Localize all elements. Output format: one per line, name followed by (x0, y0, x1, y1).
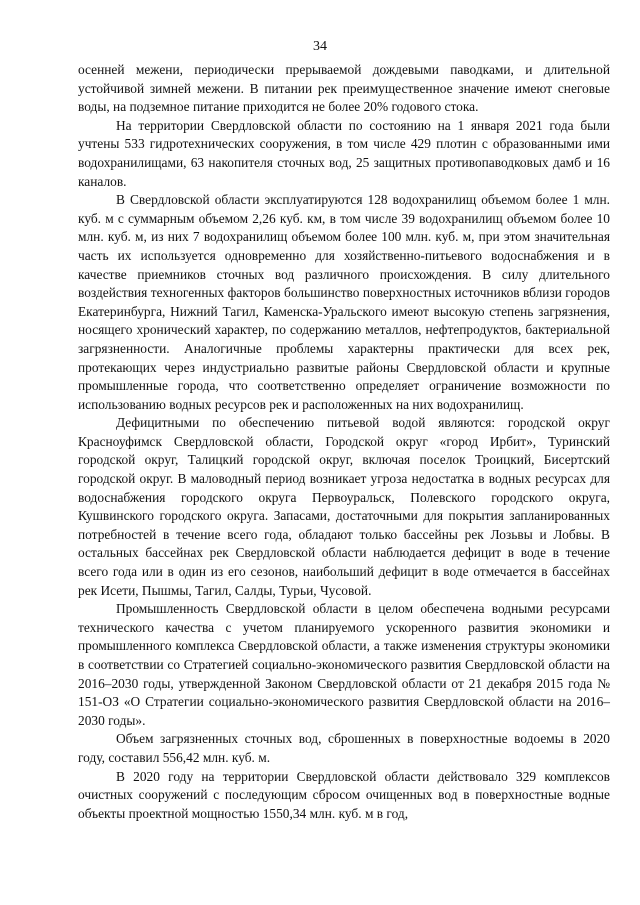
paragraph-continuation: осенней межени, периодически прерываемой дождевыми паводками, и длительной устойчивой зимней межени. В питании рек преимущественное значение имеют снеговые воды, на подземное питание приходится не более 20% годового стока. (78, 62, 610, 115)
paragraph-water-deficit: Дефицитными по обеспечению питьевой водой являются: городской округ Красноуфимск Свердловской области, Городской округ «город Ирбит», Туринский городской округ, Талицкий городской округ, включая поселок Троицкий, Бисертский городской округ. В маловодный период возникает угроза недостатка в водных ресурсах для водоснабжения городского округа Первоуральск, Полевского городского округа, Кушвинского городского округа. Запасами, достаточными для покрытия запланированных потребностей в течение всего года, обладают только бассейны рек Лозьвы и Лобвы. В остальных бассейнах рек Свердловской области наблюдается дефицит в воде в течение всего года или в один из его сезонов, наибольший дефицит в воде отмечается в бассейнах рек Исети, Пышмы, Тагил, Салды, Турьи, Чусовой. (78, 415, 610, 598)
page-number: 34 (313, 39, 327, 54)
paragraph-hydraulic-structures: На территории Свердловской области по состоянию на 1 января 2021 года были учтены 533 гидротехнических сооружения, в том числе 429 плотин с образованными ими водохранилищами, 63 накопителя сточных вод, 25 защитных противопаводковых дамб и 16 каналов. (78, 117, 610, 189)
paragraph-reservoirs: В Свердловской области эксплуатируются 128 водохранилищ объемом более 1 млн. куб. м с суммарным объемом 2,26 куб. км, в том числе 39 водохранилищ объемом более 10 млн. куб. м, из них 7 водохранилищ объемом более 100 млн. куб. м, при этом значительная часть их используется одновременно для хозяйственно-питьевого водоснабжения и в качестве приемников сточных вод различного происхождения. В силу длительного воздействия техногенных факторов большинство поверхностных источников вблизи городов Екатеринбурга, Нижний Тагил, Каменска-Уральского имеют высокую степень загрязнения, носящего хронический характер, по содержанию металлов, нефтепродуктов, бактериальной загрязненности. Аналогичные проблемы характерны практически для всех рек, протекающих через индустриально развитые районы Свердловской области и крупные промышленные города, что соответственно определяет ограничение возможности по использованию водных ресурсов рек и расположенных на них водохранилищ. (78, 192, 610, 412)
document-body (78, 61, 610, 823)
paragraph-wastewater-volume: Объем загрязненных сточных вод, сброшенных в поверхностные водоемы в 2020 году, составил 556,42 млн. куб. м. (78, 731, 610, 765)
paragraph-treatment-facilities: В 2020 году на территории Свердловской области действовало 329 комплексов очистных сооружений с последующим сбросом очищенных вод в поверхностные водные объекты проектной мощностью 1550,34 млн. куб. м в год, (78, 768, 610, 821)
paragraph-industry: Промышленность Свердловской области в целом обеспечена водными ресурсами технического качества с учетом планируемого ускоренного развития экономики и промышленного комплекса Свердловской области, а также изменения структуры экономики в соответствии со Стратегией социально-экономического развития Свердловской области на 2016–2030 годы, утвержденной Законом Свердловской области от 21 декабря 2015 года № 151-ОЗ «О Стратегии социально-экономического развития Свердловской области на 2016–2030 годы». (78, 601, 610, 728)
